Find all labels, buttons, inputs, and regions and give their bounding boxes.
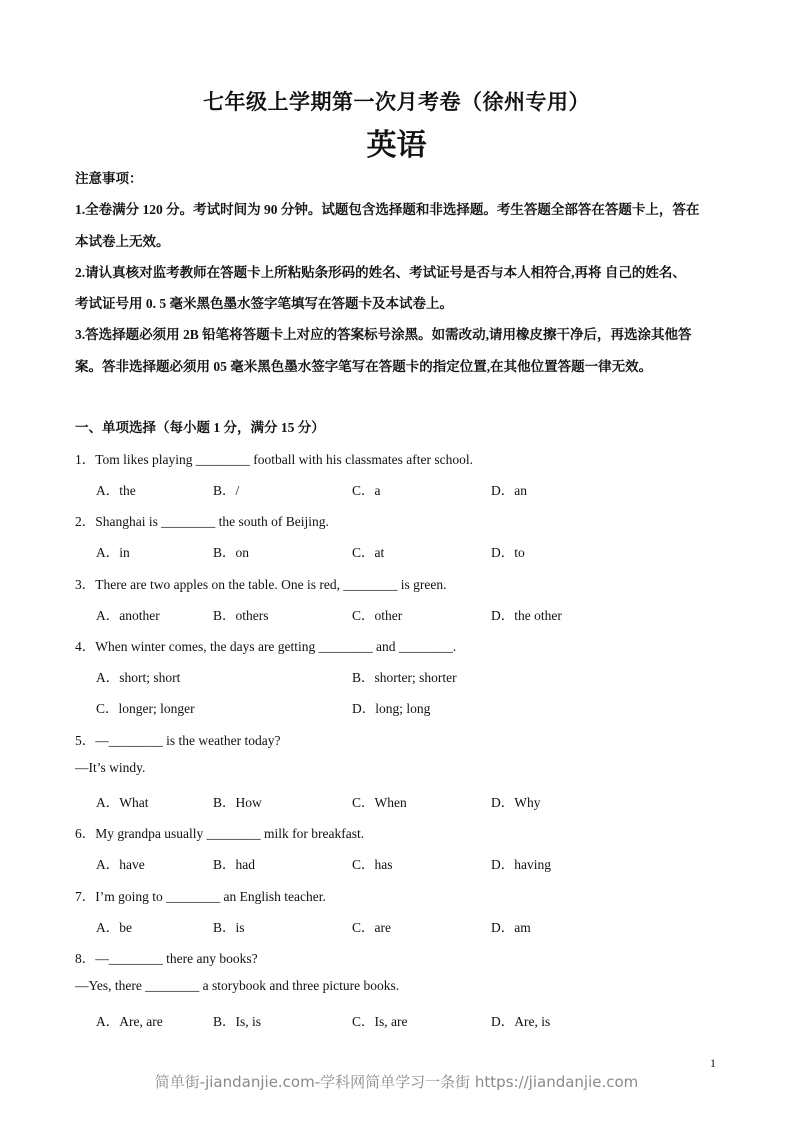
option-a: A．have [96,857,145,872]
page-number: 1 [710,1056,716,1070]
option-b: B．shorter; shorter [352,670,457,685]
notice-line: 1.全卷满分 120 分。考试时间为 90 分钟。试题包含选择题和非选择题。考生答题全部答在答题卡上，答在 [75,202,700,217]
question-answer-line: —Yes, there ________ a storybook and three picture books. [75,978,400,993]
option-d: D．Are, is [491,1014,551,1029]
option-c: C．a [352,483,381,498]
option-a: A．another [96,608,160,623]
option-b: B．on [213,545,250,560]
option-b: B．had [213,857,255,872]
question-stem: 7．I’m going to ________ an English teacher. [75,889,326,904]
option-a: A．Are, are [96,1014,163,1029]
question-stem: 6．My grandpa usually ________ milk for breakfast. [75,826,365,841]
option-c: C．at [352,545,385,560]
option-a: A．the [96,483,136,498]
question-stem: 4．When winter comes, the days are getting ________ and ________. [75,639,457,654]
notice-heading: 注意事项： [75,171,143,186]
option-c: C．has [352,857,393,872]
notice-line: 2.请认真核对监考教师在答题卡上所粘贴条形码的姓名、考试证号是否与本人相符合,再将 自己的姓名、 [75,265,686,280]
notice-line: 案。答非选择题必须用 05 毫米黑色墨水签字笔写在答题卡的指定位置,在其他位置答题一律无效。 [75,359,653,374]
notice-line: 3.答选择题必须用 2B 铅笔将答题卡上对应的答案标号涂黑。如需改动,请用橡皮擦干净后，再选涂其他答 [75,327,692,342]
option-d: D．Why [491,795,541,810]
question-stem: 1．Tom likes playing ________ football with his classmates after school. [75,452,473,467]
option-b: B．/ [213,483,240,498]
option-b: B．is [213,920,245,935]
option-a: A．What [96,795,149,810]
option-a: A．be [96,920,132,935]
question-stem: 5．—________ is the weather today? [75,733,281,748]
option-c: C．other [352,608,403,623]
option-d: D．long; long [352,701,431,716]
option-b: B．Is, is [213,1014,262,1029]
option-c: C．are [352,920,391,935]
option-d: D．the other [491,608,562,623]
subject-title: 英语 [366,128,427,163]
footer-watermark: 简单街-jiandanjie.com-学科网简单学习一条街 https://jiandanjie.com [154,1073,639,1091]
option-d: D．am [491,920,531,935]
option-c: C．longer; longer [96,701,195,716]
option-b: B．How [213,795,262,810]
question-stem: 8．—________ there any books? [75,951,258,966]
option-d: D．an [491,483,527,498]
question-answer-line: —It’s windy. [75,760,146,775]
question-stem: 3．There are two apples on the table. One is red, ________ is green. [75,577,447,592]
question-stem: 2．Shanghai is ________ the south of Beijing. [75,514,329,529]
notice-line: 考试证号用 0. 5 毫米黑色墨水签字笔填写在答题卡及本试卷上。 [75,296,453,311]
notice-line: 本试卷上无效。 [75,234,170,249]
option-d: D．to [491,545,525,560]
option-a: A．short; short [96,670,181,685]
section-title: 一、单项选择（每小题 1 分，满分 15 分） [75,420,325,435]
option-b: B．others [213,608,269,623]
option-a: A．in [96,545,130,560]
option-c: C．Is, are [352,1014,408,1029]
option-d: D．having [491,857,551,872]
exam-title: 七年级上学期第一次月考卷（徐州专用） [203,90,590,114]
option-c: C．When [352,795,407,810]
